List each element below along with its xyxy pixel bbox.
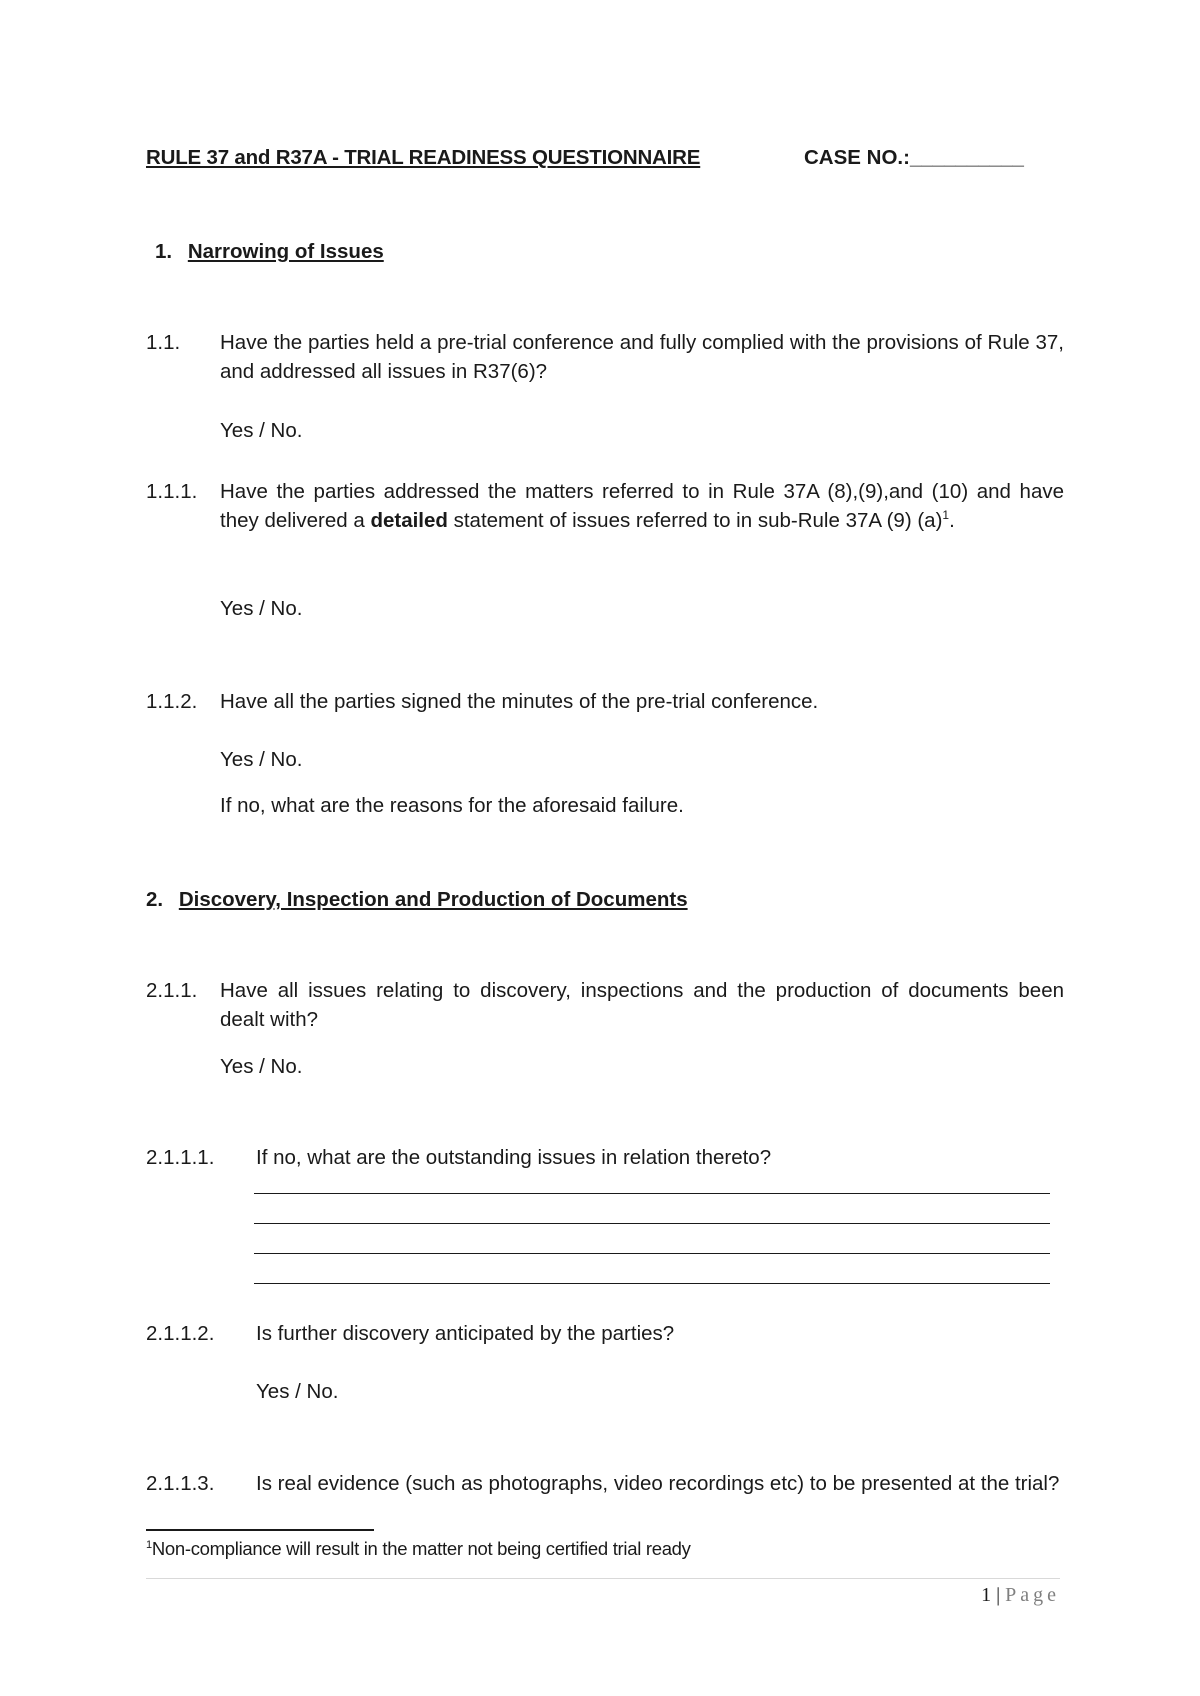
answer-line[interactable] bbox=[254, 1253, 1050, 1254]
answer-line[interactable] bbox=[254, 1283, 1050, 1284]
page-footer bbox=[981, 1584, 1060, 1607]
section-1-heading bbox=[155, 240, 384, 264]
page-label: Page bbox=[1005, 1584, 1060, 1606]
question-text: Is further discovery anticipated by the parties? bbox=[256, 1322, 675, 1345]
question-text bbox=[220, 477, 1064, 535]
footnote bbox=[146, 1538, 691, 1560]
section-2-number: 2. bbox=[146, 888, 164, 911]
question-text: Is real evidence (such as photographs, video recordings etc) to be presented at the trial? bbox=[256, 1472, 1060, 1495]
case-number-field bbox=[804, 146, 1024, 170]
page-number: 1 bbox=[981, 1584, 992, 1606]
footer-separator-bar: | bbox=[996, 1584, 1001, 1606]
followup-question: If no, what are the reasons for the aforesaid failure. bbox=[220, 794, 684, 817]
question-text: Have all issues relating to discovery, inspections and the production of documents been dealt with? bbox=[220, 979, 1064, 1031]
answer-line[interactable] bbox=[254, 1193, 1050, 1194]
yes-no-answer[interactable]: Yes / No. bbox=[220, 419, 303, 442]
question-number: 1.1.2. bbox=[146, 690, 198, 713]
question-text: Have all the parties signed the minutes of the pre-trial conference. bbox=[220, 690, 819, 713]
footer-separator bbox=[146, 1578, 1060, 1579]
question-text-part: statement of issues referred to in sub-Rule 37A (9) (a) bbox=[447, 509, 943, 532]
footnote-separator bbox=[146, 1529, 374, 1531]
question-number: 2.1.1.3. bbox=[146, 1472, 215, 1495]
question-text-part: . bbox=[949, 509, 955, 532]
section-2-heading bbox=[146, 888, 688, 912]
answer-line[interactable] bbox=[254, 1223, 1050, 1224]
yes-no-answer[interactable]: Yes / No. bbox=[220, 1055, 303, 1078]
question-number: 1.1. bbox=[146, 331, 181, 354]
question-text: If no, what are the outstanding issues in relation thereto? bbox=[256, 1146, 772, 1169]
document-title: RULE 37 and R37A - TRIAL READINESS QUESTIONNAIRE bbox=[146, 146, 701, 169]
section-1-number: 1. bbox=[155, 240, 173, 263]
section-1-title: Narrowing of Issues bbox=[187, 240, 384, 263]
question-text-part: Have the parties addressed the matters referred to in Rule 37A (8),(9),and (10) and have they delivered a bbox=[220, 480, 1064, 532]
question-number: 2.1.1. bbox=[146, 979, 198, 1002]
question-text: Have the parties held a pre-trial conference and fully complied with the provisions of Rule 37, and addressed all issues in R37(6)? bbox=[220, 331, 1064, 383]
question-number: 2.1.1.1. bbox=[146, 1146, 215, 1169]
case-number-label: CASE NO.: bbox=[804, 146, 910, 169]
footnote-marker: 1 bbox=[146, 1538, 152, 1551]
footnote-text: Non-compliance will result in the matter not being certified trial ready bbox=[151, 1538, 691, 1559]
question-number: 2.1.1.2. bbox=[146, 1322, 215, 1345]
yes-no-answer[interactable]: Yes / No. bbox=[256, 1380, 339, 1403]
question-number: 1.1.1. bbox=[146, 480, 198, 503]
section-2-title: Discovery, Inspection and Production of Documents bbox=[178, 888, 688, 911]
case-number-blank[interactable]: __________ bbox=[909, 146, 1024, 169]
yes-no-answer[interactable]: Yes / No. bbox=[220, 597, 303, 620]
footnote-reference[interactable]: 1 bbox=[942, 508, 950, 523]
emphasis-detailed: detailed bbox=[370, 509, 448, 532]
yes-no-answer[interactable]: Yes / No. bbox=[220, 748, 303, 771]
